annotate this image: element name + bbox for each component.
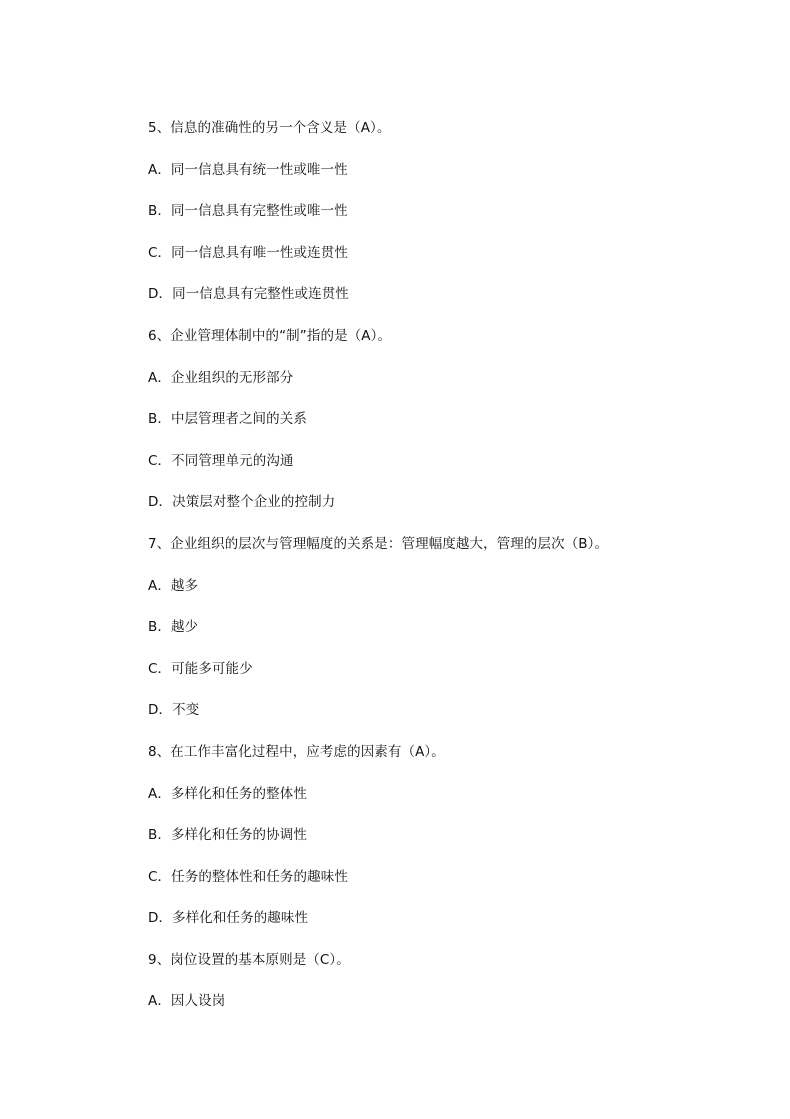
question-5-option-d: D．同一信息具有完整性或连贯性 xyxy=(148,286,349,303)
question-7-option-c: C．可能多可能少 xyxy=(148,660,253,677)
question-6: 6、企业管理体制中的“制”指的是（A）。 xyxy=(148,327,392,344)
question-9-option-a: A．因人设岗 xyxy=(148,993,226,1010)
question-7: 7、企业组织的层次与管理幅度的关系是：管理幅度越大，管理的层次（B）。 xyxy=(148,535,609,552)
question-5: 5、信息的准确性的另一个含义是（A）。 xyxy=(148,120,391,136)
question-5-option-c: C．同一信息具有唯一性或连贯性 xyxy=(148,244,348,261)
document-content xyxy=(148,118,748,1033)
question-6-option-a: A．企业组织的无形部分 xyxy=(148,369,294,386)
question-7-option-b: B．越少 xyxy=(148,619,199,636)
question-9: 9、岗位设置的基本原则是（C）。 xyxy=(148,951,350,968)
question-8-option-d: D．多样化和任务的趣味性 xyxy=(148,910,309,927)
question-5-option-a: A．同一信息具有统一性或唯一性 xyxy=(148,161,348,178)
question-6-option-b: B．中层管理者之间的关系 xyxy=(148,411,307,428)
question-8-option-a: A．多样化和任务的整体性 xyxy=(148,785,307,802)
question-5-option-b: B．同一信息具有完整性或唯一性 xyxy=(148,203,348,220)
question-8-option-b: B．多样化和任务的协调性 xyxy=(148,827,307,844)
question-8-option-c: C．任务的整体性和任务的趣味性 xyxy=(148,868,348,885)
question-6-option-d: D．决策层对整个企业的控制力 xyxy=(148,494,336,511)
question-8: 8、在工作丰富化过程中，应考虑的因素有（A）。 xyxy=(148,743,445,760)
question-6-option-c: C．不同管理单元的沟通 xyxy=(148,452,294,469)
question-7-option-d: D．不变 xyxy=(148,702,200,719)
question-7-option-a: A．越多 xyxy=(148,577,199,594)
